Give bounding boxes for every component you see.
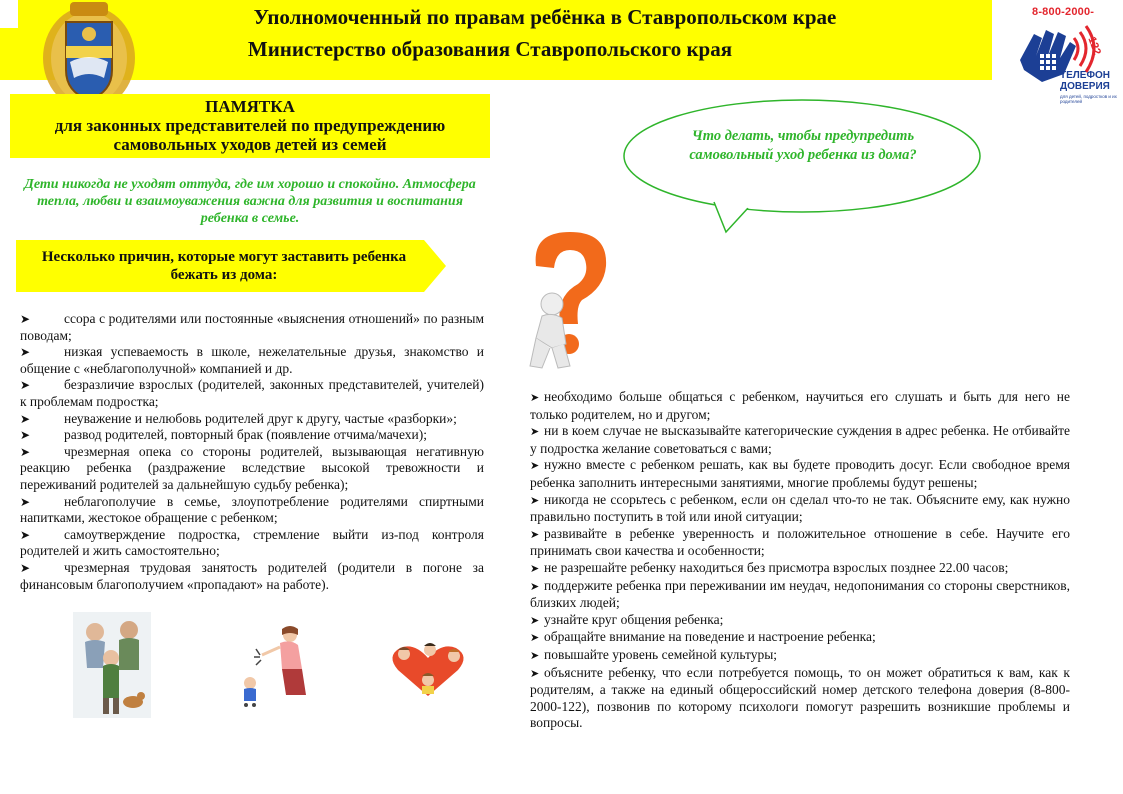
advice-text: поддержите ребенка при переживании им неудач, недопонимания со стороны сверстников, близких людей; — [530, 577, 1070, 611]
hotline-number-tail: 122 — [1085, 35, 1103, 57]
advice-text: нужно вместе с ребенком решать, как вы будете проводить досуг. Если свободное время ребенка заполнить интересными занятиями, многие проблемы будут решены; — [530, 457, 1070, 490]
list-item — [20, 377, 484, 410]
arrow-bullet-icon: ➤ — [530, 580, 540, 593]
list-item — [530, 612, 1070, 630]
advice-text: не разрешайте ребенку находиться без присмотра взрослых позднее 22.00 часов; — [544, 559, 1009, 575]
advice-text: узнайте круг общения ребенка; — [544, 611, 724, 627]
list-item — [20, 427, 484, 444]
list-item — [20, 560, 484, 593]
arrow-bullet-icon: ➤ — [530, 632, 540, 645]
arrow-bullet-icon: ➤ — [20, 411, 31, 426]
reasons-title: Несколько причин, которые могут заставить ребенка бежать из дома: — [41, 249, 407, 283]
reason-text: низкая успеваемость в школе, нежелательные друзья, знакомство и общение с «неблагополучной» компанией и др. — [20, 344, 484, 376]
reason-text: чрезмерная опека со стороны родителей, вызывающая негативную реакцию ребенка (раздражение вследствие высокой тревожности и переживаний родителей за дальнейшую судьбу ребенка); — [20, 443, 484, 492]
list-item — [530, 665, 1070, 732]
list-item — [20, 444, 484, 494]
memo-title-box — [10, 94, 490, 158]
advice-text: развивайте в ребенке уверенность и положительное отношение в себе. Научите его принимать свои качества и особенности; — [530, 525, 1070, 559]
hand-phone-icon — [1012, 8, 1120, 108]
arrow-bullet-icon: ➤ — [530, 614, 540, 627]
reason-text: ссора с родителями или постоянные «выяснения отношений» по разным поводам; — [20, 311, 484, 343]
family-conflict-illustration — [73, 612, 151, 718]
arrow-bullet-icon: ➤ — [20, 444, 31, 459]
header-band-notch — [0, 28, 20, 80]
list-item — [20, 494, 484, 527]
intro-text: Дети никогда не уходят оттуда, где им хорошо и спокойно. Атмосфера тепла, любви и взаимоуважения важна для развития и воспитания ребенка в семье. — [24, 177, 476, 226]
list-item — [530, 560, 1070, 578]
list-item — [20, 411, 484, 428]
question-figure-icon — [522, 226, 622, 374]
hotline-number: 8-800-2000- — [1032, 6, 1095, 18]
arrow-bullet-icon: ➤ — [20, 494, 31, 509]
hotline-title-line1: ТЕЛЕФОН — [1060, 70, 1110, 81]
scolding-mother-illustration — [236, 625, 320, 707]
arrow-bullet-icon: ➤ — [530, 667, 540, 680]
arrow-bullet-icon: ➤ — [20, 345, 31, 360]
bubble-question: Что делать, чтобы предупредить самовольный уход ребенка из дома? — [689, 128, 917, 163]
hotline-subtitle: для детей, подростков и их родителей — [1060, 94, 1117, 104]
advice-text: обращайте внимание на поведение и настроение ребенка; — [544, 629, 876, 645]
children-heart-illustration — [386, 640, 470, 700]
arrow-bullet-icon: ➤ — [530, 460, 540, 473]
reasons-list — [20, 311, 484, 593]
arrow-bullet-icon: ➤ — [530, 494, 540, 507]
list-item — [20, 311, 484, 344]
list-item — [20, 344, 484, 377]
list-item — [530, 629, 1070, 647]
list-item — [20, 527, 484, 560]
header-title-ministry: Министерство образования Ставропольского края — [247, 37, 733, 61]
arrow-bullet-icon: ➤ — [20, 560, 31, 575]
list-item — [530, 578, 1070, 612]
list-item — [530, 647, 1070, 665]
memo-subtitle: для законных представителей по предупреждению самовольных уходов детей из семей — [54, 116, 446, 154]
advice-text: никогда не ссорьтесь с ребенком, если он сделал что-то не так. Объясните ему, как нужно правильно поступить в той или иной ситуации; — [530, 491, 1070, 525]
reason-text: безразличие взрослых (родителей, законных представителей, учителей) к проблемам подростка; — [20, 377, 484, 409]
advice-list — [530, 389, 1070, 732]
hotline-title — [1060, 70, 1110, 92]
header-title-ombudsman: Уполномоченный по правам ребёнка в Ставропольском крае — [253, 5, 837, 29]
list-item — [530, 492, 1070, 526]
list-item — [530, 389, 1070, 423]
list-item — [530, 457, 1070, 491]
arrow-bullet-icon: ➤ — [20, 378, 31, 393]
reason-text: развод родителей, повторный брак (появление отчима/мачехи); — [64, 427, 428, 443]
advice-text: ни в коем случае не высказывайте категорические суждения в адрес ребенка. Не отбивайте у подростка желание советоваться с вами; — [530, 423, 1070, 456]
advice-text: необходимо больше общаться с ребенком, научиться его слушать и быть для него не только родителем, но и другом; — [530, 389, 1070, 422]
advice-text: объясните ребенку, что если потребуется помощь, то он может обратиться к вам, как к родителям, а также на единый общероссийский номер детского телефона доверия (8-800-2000-122), позвонив по которому психологи помогут разрешить возникшие проблемы и вопросы. — [530, 664, 1070, 731]
memo-title: ПАМЯТКА — [205, 97, 295, 116]
advice-text: повышайте уровень семейной культуры; — [544, 646, 778, 662]
arrow-bullet-icon: ➤ — [20, 428, 31, 443]
arrow-bullet-icon: ➤ — [20, 312, 31, 326]
hotline-title-line2: ДОВЕРИЯ — [1060, 81, 1110, 92]
arrow-bullet-icon: ➤ — [530, 649, 540, 662]
reason-text: самоутверждение подростка, стремление выйти из-под контроля родителей и жить самостоятельно; — [20, 526, 484, 559]
reason-text: неблагополучие в семье, злоупотребление родителями спиртными напитками, жестокое обращение с ребенком; — [20, 493, 484, 526]
arrow-bullet-icon: ➤ — [530, 392, 540, 404]
arrow-bullet-icon: ➤ — [20, 527, 31, 542]
arrow-bullet-icon: ➤ — [530, 426, 540, 439]
arrow-bullet-icon: ➤ — [530, 562, 540, 575]
arrow-bullet-icon: ➤ — [530, 528, 540, 541]
list-item — [530, 526, 1070, 560]
list-item — [530, 423, 1070, 457]
reason-text: чрезмерная трудовая занятость родителей (родители в погоне за финансовым благополучием «пропадают» на работе). — [20, 559, 484, 592]
reason-text: неуважение и нелюбовь родителей друг к другу, частые «разборки»; — [64, 410, 457, 426]
